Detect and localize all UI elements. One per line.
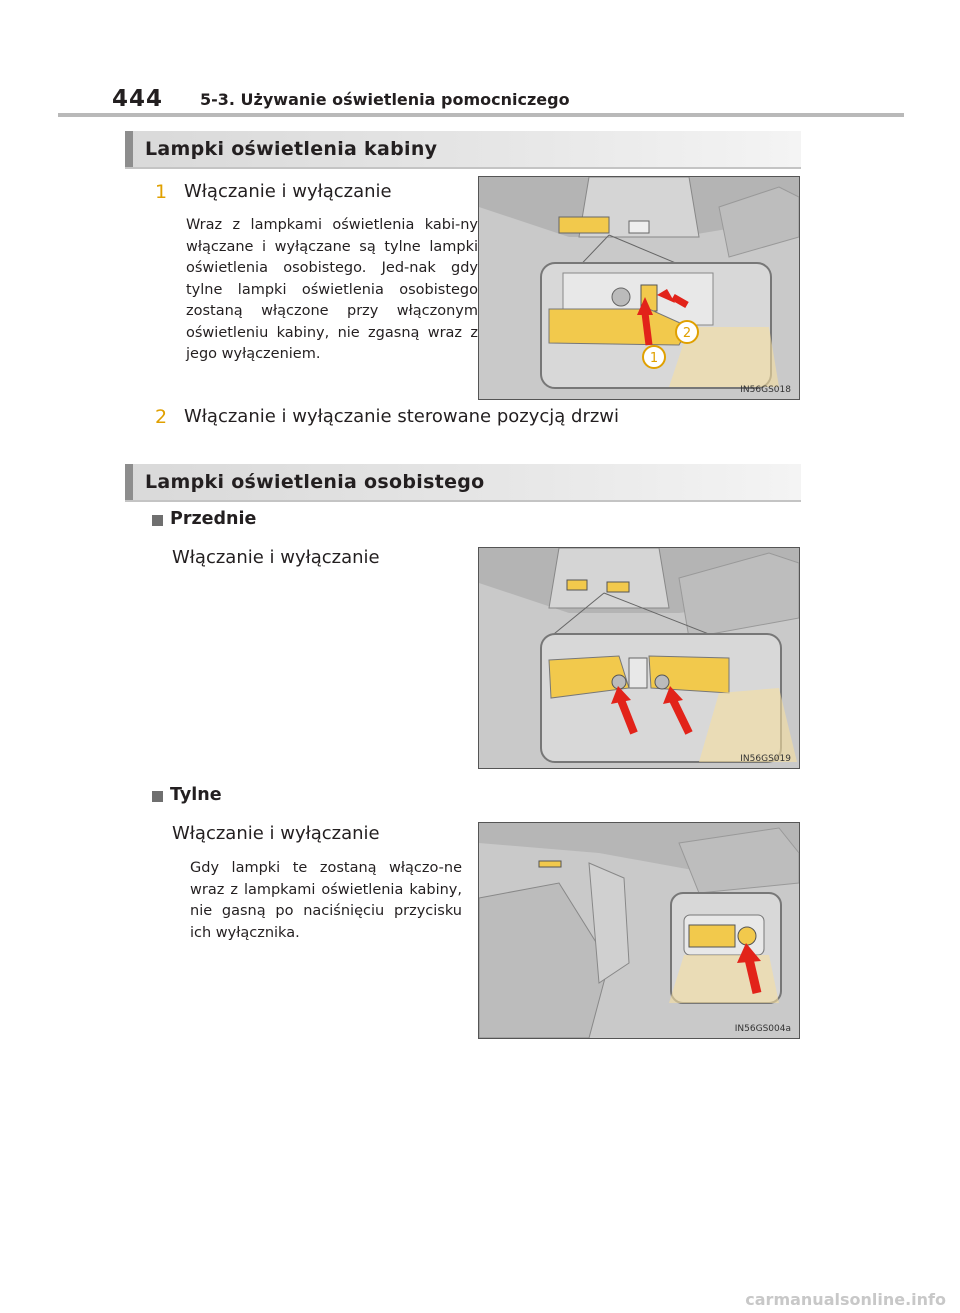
header-divider [58,113,904,117]
figure-code: IN56GS018 [740,385,791,395]
section-header-cabin-lights [125,131,801,169]
front-instruction: Włączanie i wyłączanie [172,547,380,568]
subheading-rear: Tylne [170,785,222,805]
item-description: Wraz z lampkami oświetlenia kabi-ny włączane i wyłączane są tylne lampki oświetlenia osobistego. Jed-nak gdy tylne lampki oświetlenia osobistego zostaną włączone przy włączonym oświetleniu kabiny, nie zgasną wraz z jego wyłączeniem. [186,217,478,362]
subheading-front: Przednie [170,509,257,529]
item-number-badge: 2 [154,406,168,428]
chapter-title: 5-3. Używanie oświetlenia pomocniczego [200,90,570,109]
item-number-badge: 1 [154,181,168,203]
section-header-personal-lights [125,464,801,502]
item-title: Włączanie i wyłączanie [184,181,392,202]
rear-lights-illustration [479,823,799,1038]
cabin-lights-illustration [479,177,799,399]
callout-2: 2 [682,326,692,341]
figure-code: IN56GS019 [740,754,791,764]
figure-cabin-lights [478,176,800,400]
callout-1: 1 [649,351,659,366]
section-title: Lampki oświetlenia kabiny [145,138,438,160]
bullet-square-icon [152,791,163,802]
footer-watermark[interactable]: carmanualsonline.info [745,1290,946,1309]
rear-instruction: Włączanie i wyłączanie [172,823,380,844]
section-stripe [125,131,133,167]
figure-rear-personal-lights [478,822,800,1039]
figure-code: IN56GS004a [734,1024,791,1034]
section-stripe [125,464,133,500]
front-lights-illustration [479,548,799,768]
section-title: Lampki oświetlenia osobistego [145,471,485,493]
bullet-square-icon [152,515,163,526]
page-number: 444 [112,86,164,112]
figure-front-personal-lights [478,547,800,769]
item-title: Włączanie i wyłączanie sterowane pozycją drzwi [184,406,620,427]
rear-description: Gdy lampki te zostaną włączo-ne wraz z lampkami oświetlenia kabiny, nie gasną po naciśnięciu przycisku ich wyłącznika. [190,860,462,941]
